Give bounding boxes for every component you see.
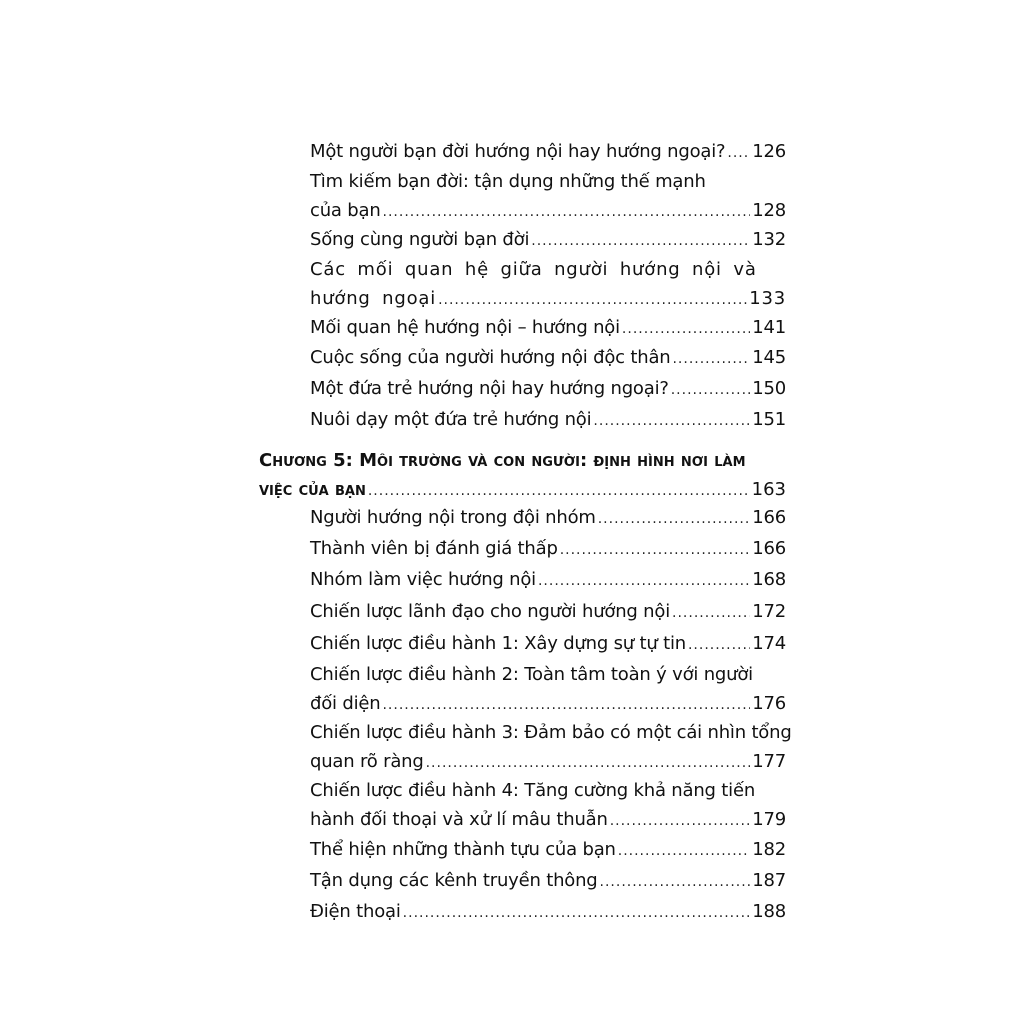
toc-entry-page: 176 [752,693,786,714]
toc-entry [310,565,786,596]
toc-entry-title: Chiến lược lãnh đạo cho người hướng nội [310,601,671,622]
chapter-title: Chương 5: Môi trường và con người: định hình nơi làm [259,450,746,471]
leader-dots [622,315,750,344]
toc-entry-title: Điện thoại [310,901,401,922]
toc-entry-page: 133 [749,288,786,309]
toc-entry [310,660,786,720]
toc-entry-page: 182 [752,839,786,860]
leader-dots [383,198,751,227]
toc-entry-title: Sống cùng người bạn đời [310,229,530,250]
chapter-title-cont: việc của bạn [259,479,366,500]
toc-entry-title: Chiến lược điều hành 2: Toàn tâm toàn ý với người [310,664,753,685]
toc-entry-page: 150 [752,378,786,399]
leader-dots [426,749,751,778]
toc-entry [310,167,786,227]
leader-dots [538,567,750,596]
toc-entry-title: Nhóm làm việc hướng nội [310,569,536,590]
toc-entry-page: 141 [752,317,786,338]
toc-entry [310,405,786,436]
toc-entry-title-cont: quan rõ ràng [310,751,424,772]
toc-entry-title: Mối quan hệ hướng nội – hướng nội [310,317,620,338]
toc-entry [310,137,786,168]
toc-entry [310,255,786,315]
toc-entry-title: Chiến lược điều hành 3: Đảm bảo có một cái nhìn tổng [310,722,792,743]
leader-dots [560,536,751,565]
leader-dots [672,345,750,374]
toc-entry-page: 132 [752,229,786,250]
toc-entry-title: Người hướng nội trong đội nhóm [310,507,596,528]
leader-dots [531,227,750,256]
leader-dots [727,139,750,168]
leader-dots [672,599,750,628]
toc-entry [310,629,786,660]
leader-dots [688,631,750,660]
toc-entry-page: 151 [752,409,786,430]
toc-entry-page: 128 [752,200,786,221]
toc-entry-title: Các mối quan hệ giữa người hướng nội và [310,259,757,280]
toc-entry [310,225,786,256]
toc-entry [310,343,786,374]
toc-entry [310,597,786,628]
toc-entry-title: Chiến lược điều hành 4: Tăng cường khả năng tiến [310,780,756,801]
leader-dots [610,807,751,836]
toc-entry-title: Nuôi dạy một đứa trẻ hướng nội [310,409,592,430]
chapter-page: 163 [751,479,786,500]
leader-dots [593,407,750,436]
toc-entry-page: 166 [752,538,786,559]
toc-entry [310,718,792,778]
leader-dots [368,477,750,506]
toc-entry-title-cont: hành đối thoại và xử lí mâu thuẫn [310,809,608,830]
leader-dots [382,691,750,720]
leader-dots [598,505,751,534]
toc-entry-page: 168 [752,569,786,590]
toc-entry-title: Thành viên bị đánh giá thấp [310,538,558,559]
leader-dots [600,868,751,897]
toc-entry-title: Thể hiện những thành tựu của bạn [310,839,616,860]
toc-entry [310,835,786,866]
toc-entry-title: Tìm kiếm bạn đời: tận dụng những thế mạnh [310,171,706,192]
toc-entry-title: Một người bạn đời hướng nội hay hướng ngoại? [310,141,726,162]
toc-entry-page: 187 [752,870,786,891]
toc-entry-page: 179 [752,809,786,830]
toc-entry-title: Cuộc sống của người hướng nội độc thân [310,347,671,368]
toc-entry [310,503,786,534]
leader-dots [671,376,751,405]
toc-entry [310,534,786,565]
toc-entry-title: Tận dụng các kênh truyền thông [310,870,598,891]
leader-dots [403,899,751,928]
toc-entry-title-cont: đối diện [310,693,381,714]
toc-entry [310,897,786,928]
toc-entry [310,776,786,836]
toc-entry-title: Chiến lược điều hành 1: Xây dựng sự tự tin [310,633,686,654]
toc-entry [310,866,786,897]
toc-entry-page: 126 [752,141,786,162]
toc-entry-title: Một đứa trẻ hướng nội hay hướng ngoại? [310,378,669,399]
toc-entry [310,313,786,344]
toc-entry-page: 188 [752,901,786,922]
chapter-heading [259,446,786,506]
toc-entry-page: 174 [752,633,786,654]
toc-entry-title-cont: của bạn [310,200,381,221]
toc-entry [310,374,786,405]
toc-entry-page: 177 [752,751,786,772]
toc-entry-page: 145 [752,347,786,368]
toc-entry-page: 166 [752,507,786,528]
toc-entry-title-cont: hướng ngoại [310,288,437,309]
leader-dots [438,286,747,315]
toc-entry-page: 172 [752,601,786,622]
leader-dots [618,837,750,866]
